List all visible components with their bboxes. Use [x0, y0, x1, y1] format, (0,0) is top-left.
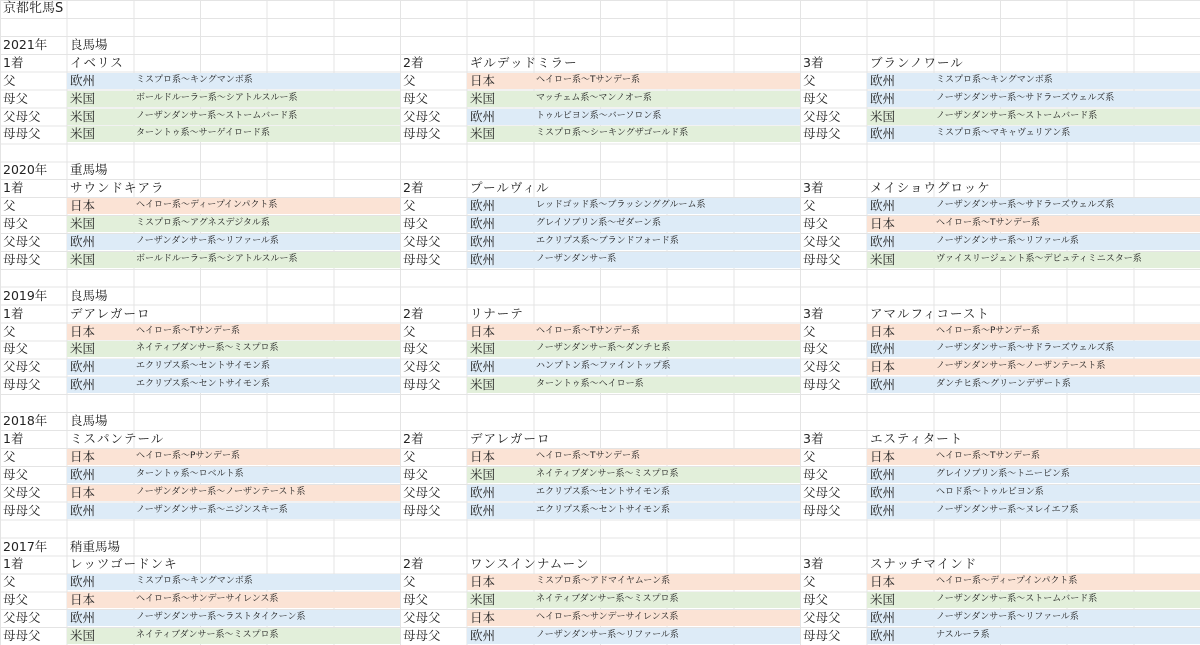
sire-line-cell[interactable]: ミスプロ系～キングマンボ系 [936, 74, 1053, 85]
pedigree-row [0, 72, 1200, 90]
region-cell[interactable]: 米国 [470, 377, 496, 393]
relation-cell[interactable]: 母母父 [3, 502, 41, 518]
sire-line-cell[interactable]: ヴァイスリージェント系～デピュティミニスター系 [936, 253, 1142, 264]
region-cell[interactable]: 日本 [70, 198, 96, 214]
region-cell[interactable]: 日本 [470, 448, 496, 464]
region-cell[interactable]: 日本 [470, 72, 496, 88]
sire-line-cell[interactable]: ヘイロー系～Pサンデー系 [936, 325, 1040, 336]
region-cell[interactable]: 欧州 [470, 108, 496, 124]
pedigree-row [0, 627, 1200, 645]
region-cell[interactable]: 日本 [70, 323, 96, 339]
horse-name-cell[interactable]: ギルデッドミラー [470, 54, 578, 70]
region-cell[interactable]: 日本 [870, 574, 896, 590]
relation-cell[interactable]: 父母父 [403, 610, 441, 626]
sire-line-cell[interactable]: ネイティブダンサー系～ミスプロ系 [136, 630, 279, 641]
sire-line-cell[interactable]: ハンプトン系～ファイントップ系 [536, 361, 671, 372]
pedigree-row [0, 233, 1200, 251]
relation-cell[interactable]: 父母父 [403, 233, 441, 249]
place-cell[interactable]: 1着 [3, 180, 24, 196]
sire-line-cell[interactable]: ヘイロー系～Tサンデー系 [536, 74, 641, 85]
region-cell[interactable]: 欧州 [470, 502, 496, 518]
sire-line-cell[interactable]: ノーザンダンサー系 [536, 253, 617, 264]
pedigree-row [0, 323, 1200, 341]
region-cell[interactable]: 米国 [470, 126, 496, 142]
pedigree-row [0, 251, 1200, 269]
region-cell[interactable]: 日本 [70, 592, 96, 608]
sire-line-cell[interactable]: ネイティブダンサー系～ミスプロ系 [136, 343, 279, 354]
region-cell[interactable]: 欧州 [870, 502, 896, 518]
relation-cell[interactable]: 父 [3, 198, 16, 214]
pedigree-row [0, 90, 1200, 108]
relation-cell[interactable]: 母父 [3, 466, 29, 482]
sire-line-cell[interactable]: エクリプス系～セントサイモン系 [536, 486, 671, 497]
horse-name-cell[interactable]: エスティタート [870, 431, 964, 446]
sire-line-cell[interactable]: ノーザンダンサー系～ヌレイエフ系 [936, 504, 1079, 515]
relation-cell[interactable]: 母母父 [3, 126, 41, 142]
relation-cell[interactable]: 母母父 [3, 377, 41, 393]
region-cell[interactable]: 米国 [70, 341, 96, 357]
horse-name-cell[interactable]: ミスパンテール [70, 431, 165, 446]
region-cell[interactable]: 日本 [470, 323, 496, 339]
relation-cell[interactable]: 母父 [803, 466, 829, 482]
sire-line-cell[interactable]: ミスプロ系～アグネスデジタル系 [136, 218, 270, 228]
region-cell[interactable]: 米国 [470, 592, 496, 608]
relation-cell[interactable]: 父母父 [3, 484, 41, 500]
placing-row [0, 54, 1200, 72]
relation-cell[interactable]: 父母父 [403, 359, 441, 375]
relation-cell[interactable]: 父 [403, 448, 416, 464]
year-row [0, 538, 1200, 556]
relation-cell[interactable]: 母父 [403, 216, 429, 231]
region-cell[interactable]: 日本 [70, 484, 96, 500]
sire-line-cell[interactable]: ヘイロー系～ディープインパクト系 [936, 576, 1078, 587]
region-cell[interactable]: 欧州 [70, 574, 96, 590]
placing-row [0, 555, 1200, 573]
pedigree-row [0, 340, 1200, 358]
place-cell[interactable]: 1着 [3, 556, 24, 572]
region-cell[interactable]: 欧州 [70, 466, 96, 482]
place-cell[interactable]: 3着 [803, 180, 824, 196]
pedigree-row [0, 215, 1200, 233]
relation-cell[interactable]: 父母父 [803, 233, 841, 249]
region-cell[interactable]: 欧州 [870, 233, 896, 249]
horse-name-cell[interactable]: サウンドキアラ [70, 180, 165, 196]
relation-cell[interactable]: 母母父 [403, 502, 441, 518]
relation-cell[interactable]: 母父 [3, 592, 29, 608]
region-cell[interactable]: 欧州 [70, 72, 96, 88]
place-cell[interactable]: 2着 [403, 180, 424, 196]
relation-cell[interactable]: 母父 [3, 90, 29, 106]
region-cell[interactable]: 欧州 [470, 216, 496, 231]
sire-line-cell[interactable]: ヘロド系～トゥルビヨン系 [936, 486, 1044, 497]
sire-line-cell[interactable]: ボールドルーラー系～シアトルスルー系 [136, 253, 298, 264]
region-cell[interactable]: 欧州 [470, 484, 496, 500]
pedigree-row [0, 376, 1200, 394]
relation-cell[interactable]: 母母父 [3, 251, 41, 267]
sire-line-cell[interactable]: ミスプロ系～キングマンボ系 [136, 576, 253, 587]
relation-cell[interactable]: 母母父 [3, 628, 41, 644]
region-cell[interactable]: 欧州 [870, 90, 896, 106]
placing-row [0, 430, 1200, 448]
region-cell[interactable]: 米国 [470, 466, 496, 482]
pedigree-row [0, 573, 1200, 591]
sire-line-cell[interactable]: ノーザンダンサー系～ストームバード系 [936, 594, 1098, 605]
region-cell[interactable]: 日本 [870, 359, 896, 375]
region-cell[interactable]: 米国 [870, 108, 896, 124]
relation-cell[interactable]: 母母父 [403, 628, 441, 644]
relation-cell[interactable]: 母母父 [803, 628, 841, 644]
relation-cell[interactable]: 母母父 [403, 126, 441, 142]
relation-cell[interactable]: 父母父 [403, 484, 441, 500]
relation-cell[interactable]: 父 [803, 198, 816, 214]
horse-name-cell[interactable]: スナッチマインド [870, 556, 978, 572]
sire-line-cell[interactable]: ターントゥ系～ロベルト系 [136, 468, 244, 479]
sire-line-cell[interactable]: ノーザンダンサー系～リファール系 [136, 235, 279, 246]
pedigree-row [0, 502, 1200, 520]
sire-line-cell[interactable]: ノーザンダンサー系～ダンチヒ系 [536, 343, 671, 354]
pedigree-row [0, 609, 1200, 627]
sire-line-cell[interactable]: ネイティブダンサー系～ミスプロ系 [536, 468, 679, 479]
horse-name-cell[interactable]: ブランノワール [870, 54, 964, 70]
region-cell[interactable]: 欧州 [870, 377, 896, 393]
relation-cell[interactable]: 母父 [803, 90, 829, 106]
region-cell[interactable]: 米国 [70, 216, 96, 231]
horse-name-cell[interactable]: アマルフィコースト [870, 305, 990, 321]
region-cell[interactable]: 欧州 [70, 610, 96, 626]
title-row [0, 0, 1200, 18]
sire-line-cell[interactable]: ヘイロー系～ディープインパクト系 [136, 200, 278, 211]
sire-line-cell[interactable]: ターントゥ系～サーゲイロード系 [136, 128, 270, 139]
sire-line-cell[interactable]: ノーザンダンサー系～ノーザンテースト系 [936, 361, 1106, 372]
region-cell[interactable]: 米国 [70, 90, 96, 106]
relation-cell[interactable]: 父 [403, 574, 416, 590]
track-condition-cell[interactable]: 良馬場 [70, 36, 108, 52]
horse-name-cell[interactable]: デアレガーロ [70, 305, 151, 321]
relation-cell[interactable]: 母父 [403, 592, 429, 608]
sheet-title[interactable]: 京都牝馬S [3, 1, 64, 16]
sire-line-cell[interactable]: エクリプス系～セントサイモン系 [136, 379, 271, 390]
sire-line-cell[interactable]: ネイティブダンサー系～ミスプロ系 [536, 594, 679, 605]
year-cell[interactable]: 2020年 [3, 162, 48, 178]
sire-line-cell[interactable]: ノーザンダンサー系～ノーザンテースト系 [136, 486, 306, 497]
region-cell[interactable]: 日本 [870, 448, 896, 464]
relation-cell[interactable]: 父 [803, 448, 816, 464]
region-cell[interactable]: 欧州 [470, 359, 496, 375]
region-cell[interactable]: 米国 [870, 592, 896, 608]
sire-line-cell[interactable]: ダンチヒ系～グリーンデザート系 [936, 379, 1071, 390]
sire-line-cell[interactable]: ミスプロ系～マキャヴェリアン系 [936, 128, 1071, 139]
sire-line-cell[interactable]: エクリプス系～ブランドフォード系 [536, 235, 679, 246]
pedigree-row [0, 466, 1200, 484]
track-condition-cell[interactable]: 稍重馬場 [70, 538, 121, 554]
relation-cell[interactable]: 父母父 [803, 359, 841, 375]
region-cell[interactable]: 欧州 [870, 198, 896, 214]
pedigree-row [0, 484, 1200, 502]
region-cell[interactable]: 欧州 [470, 198, 496, 214]
sire-line-cell[interactable]: ヘイロー系～Tサンデー系 [936, 450, 1041, 461]
relation-cell[interactable]: 母父 [803, 341, 829, 357]
relation-cell[interactable]: 母父 [803, 216, 829, 231]
relation-cell[interactable]: 母母父 [803, 502, 841, 518]
sire-line-cell[interactable]: トゥルビヨン系～バーソロン系 [536, 110, 662, 121]
relation-cell[interactable]: 父 [3, 72, 16, 88]
relation-cell[interactable]: 母父 [803, 592, 829, 608]
horse-name-cell[interactable]: デアレガーロ [470, 431, 551, 446]
relation-cell[interactable]: 母父 [3, 341, 29, 357]
relation-cell[interactable]: 母母父 [803, 377, 841, 393]
relation-cell[interactable]: 父 [3, 323, 16, 339]
region-cell[interactable]: 米国 [470, 341, 496, 357]
relation-cell[interactable]: 父 [403, 198, 416, 214]
region-cell[interactable]: 日本 [470, 610, 496, 626]
sire-line-cell[interactable]: ボールドルーラー系～シアトルスルー系 [136, 92, 298, 103]
sire-line-cell[interactable]: エクリプス系～セントサイモン系 [136, 361, 271, 372]
relation-cell[interactable]: 父 [3, 448, 16, 464]
year-row [0, 412, 1200, 430]
relation-cell[interactable]: 母母父 [403, 251, 441, 267]
sire-line-cell[interactable]: ヘイロー系～Tサンデー系 [936, 218, 1041, 228]
relation-cell[interactable]: 母父 [3, 216, 29, 231]
place-cell[interactable]: 3着 [803, 54, 824, 70]
place-cell[interactable]: 3着 [803, 431, 824, 446]
year-cell[interactable]: 2021年 [3, 36, 48, 52]
track-condition-cell[interactable]: 重馬場 [70, 162, 108, 178]
region-cell[interactable]: 欧州 [870, 341, 896, 357]
region-cell[interactable]: 欧州 [870, 610, 896, 626]
sire-line-cell[interactable]: ノーザンダンサー系～ラストタイクーン系 [136, 612, 306, 623]
placing-row [0, 305, 1200, 323]
region-cell[interactable]: 欧州 [470, 251, 496, 267]
place-cell[interactable]: 1着 [3, 54, 24, 70]
placing-row [0, 179, 1200, 197]
pedigree-row [0, 448, 1200, 466]
relation-cell[interactable]: 父 [403, 72, 416, 88]
sire-line-cell[interactable]: ノーザンダンサー系～ストームバード系 [936, 110, 1098, 121]
sire-line-cell[interactable]: レッドゴッド系～ブラッシンググルーム系 [536, 200, 706, 211]
relation-cell[interactable]: 父母父 [403, 108, 441, 124]
pedigree-row [0, 358, 1200, 376]
track-condition-cell[interactable]: 良馬場 [70, 287, 108, 303]
relation-cell[interactable]: 父母父 [3, 108, 41, 124]
sire-line-cell[interactable]: ノーザンダンサー系～リファール系 [936, 235, 1079, 246]
region-cell[interactable]: 米国 [70, 126, 96, 142]
year-row [0, 287, 1200, 305]
year-cell[interactable]: 2019年 [3, 287, 48, 303]
pedigree-row [0, 197, 1200, 215]
track-condition-cell[interactable]: 良馬場 [70, 413, 108, 429]
relation-cell[interactable]: 父母父 [3, 233, 41, 249]
relation-cell[interactable]: 母父 [403, 466, 429, 482]
sire-line-cell[interactable]: ミスプロ系～アドマイヤムーン系 [536, 576, 671, 587]
sire-line-cell[interactable]: ヘイロー系～Tサンデー系 [536, 450, 641, 461]
region-cell[interactable]: 日本 [470, 574, 496, 590]
place-cell[interactable]: 2着 [403, 305, 424, 321]
pedigree-row [0, 125, 1200, 143]
sire-line-cell[interactable]: ノーザンダンサー系～サドラーズウェルズ系 [936, 92, 1115, 103]
horse-name-cell[interactable]: メイショウグロッケ [870, 180, 991, 196]
relation-cell[interactable]: 父 [403, 323, 416, 339]
sire-line-cell[interactable]: ノーザンダンサー系～リファール系 [536, 630, 679, 641]
sire-line-cell[interactable]: グレイソブリン系～ゼダーン系 [536, 218, 662, 228]
place-cell[interactable]: 3着 [803, 556, 824, 572]
sire-line-cell[interactable]: ヘイロー系～サンデーサイレンス系 [136, 594, 279, 605]
year-row [0, 36, 1200, 54]
relation-cell[interactable]: 父 [803, 574, 816, 590]
region-cell[interactable]: 米国 [70, 108, 96, 124]
sire-line-cell[interactable]: ノーザンダンサー系～サドラーズウェルズ系 [936, 343, 1115, 354]
relation-cell[interactable]: 母母父 [803, 251, 841, 267]
sire-line-cell[interactable]: ターントゥ系～ヘイロー系 [536, 379, 644, 390]
region-cell[interactable]: 米国 [470, 90, 496, 106]
region-cell[interactable]: 欧州 [70, 377, 96, 393]
relation-cell[interactable]: 母母父 [403, 377, 441, 393]
pedigree-row [0, 108, 1200, 126]
sire-line-cell[interactable]: ノーザンダンサー系～リファール系 [936, 612, 1079, 623]
relation-cell[interactable]: 父母父 [803, 610, 841, 626]
sire-line-cell[interactable]: ヘイロー系～サンデーサイレンス系 [536, 612, 679, 623]
region-cell[interactable]: 欧州 [870, 126, 896, 142]
region-cell[interactable]: 日本 [70, 448, 96, 464]
place-cell[interactable]: 1着 [3, 305, 24, 321]
relation-cell[interactable]: 父 [803, 72, 816, 88]
year-cell[interactable]: 2017年 [3, 538, 48, 554]
sire-line-cell[interactable]: ノーザンダンサー系～ストームバード系 [136, 110, 298, 121]
relation-cell[interactable]: 父 [3, 574, 16, 590]
sire-line-cell[interactable]: ミスプロ系～シーキングザゴールド系 [536, 128, 689, 139]
region-cell[interactable]: 日本 [870, 323, 896, 339]
relation-cell[interactable]: 父母父 [803, 484, 841, 500]
relation-cell[interactable]: 父 [803, 323, 816, 339]
region-cell[interactable]: 欧州 [70, 502, 96, 518]
pedigree-row [0, 591, 1200, 609]
sire-line-cell[interactable]: ヘイロー系～Tサンデー系 [536, 325, 641, 336]
horse-name-cell[interactable]: リナーテ [470, 305, 524, 321]
region-cell[interactable]: 欧州 [870, 466, 896, 482]
year-cell[interactable]: 2018年 [3, 413, 48, 429]
region-cell[interactable]: 欧州 [870, 72, 896, 88]
region-cell[interactable]: 米国 [70, 628, 96, 644]
place-cell[interactable]: 2着 [403, 556, 424, 572]
sire-line-cell[interactable]: グレイソブリン系～トニービン系 [936, 468, 1070, 479]
region-cell[interactable]: 欧州 [70, 233, 96, 249]
sire-line-cell[interactable]: マッチェム系～マンノオー系 [536, 92, 652, 103]
sire-line-cell[interactable]: ヘイロー系～Pサンデー系 [136, 450, 240, 461]
horse-name-cell[interactable]: イベリス [70, 54, 124, 70]
region-cell[interactable]: 欧州 [870, 628, 896, 644]
relation-cell[interactable]: 母父 [403, 90, 429, 106]
region-cell[interactable]: 日本 [870, 216, 896, 231]
sire-line-cell[interactable]: ナスルーラ系 [936, 630, 990, 641]
region-cell[interactable]: 米国 [70, 251, 96, 267]
relation-cell[interactable]: 母父 [403, 341, 429, 357]
horse-name-cell[interactable]: レッツゴードンキ [70, 556, 178, 572]
sire-line-cell[interactable]: エクリプス系～セントサイモン系 [536, 504, 671, 515]
relation-cell[interactable]: 母母父 [803, 126, 841, 142]
year-row [0, 161, 1200, 179]
place-cell[interactable]: 1着 [3, 431, 24, 446]
region-cell[interactable]: 欧州 [470, 233, 496, 249]
place-cell[interactable]: 2着 [403, 54, 424, 70]
relation-cell[interactable]: 父母父 [3, 610, 41, 626]
place-cell[interactable]: 3着 [803, 305, 824, 321]
region-cell[interactable]: 欧州 [870, 484, 896, 500]
region-cell[interactable]: 米国 [870, 251, 896, 267]
place-cell[interactable]: 2着 [403, 431, 424, 446]
relation-cell[interactable]: 父母父 [3, 359, 41, 375]
sire-line-cell[interactable]: ノーザンダンサー系～ニジンスキー系 [136, 504, 288, 515]
sire-line-cell[interactable]: ヘイロー系～Tサンデー系 [136, 325, 241, 336]
sire-line-cell[interactable]: ミスプロ系～キングマンボ系 [136, 74, 253, 85]
region-cell[interactable]: 欧州 [70, 359, 96, 375]
horse-name-cell[interactable]: プールヴィル [470, 180, 550, 196]
horse-name-cell[interactable]: ワンスインナムーン [470, 556, 590, 572]
region-cell[interactable]: 欧州 [470, 628, 496, 644]
relation-cell[interactable]: 父母父 [803, 108, 841, 124]
sire-line-cell[interactable]: ノーザンダンサー系～サドラーズウェルズ系 [936, 200, 1115, 211]
